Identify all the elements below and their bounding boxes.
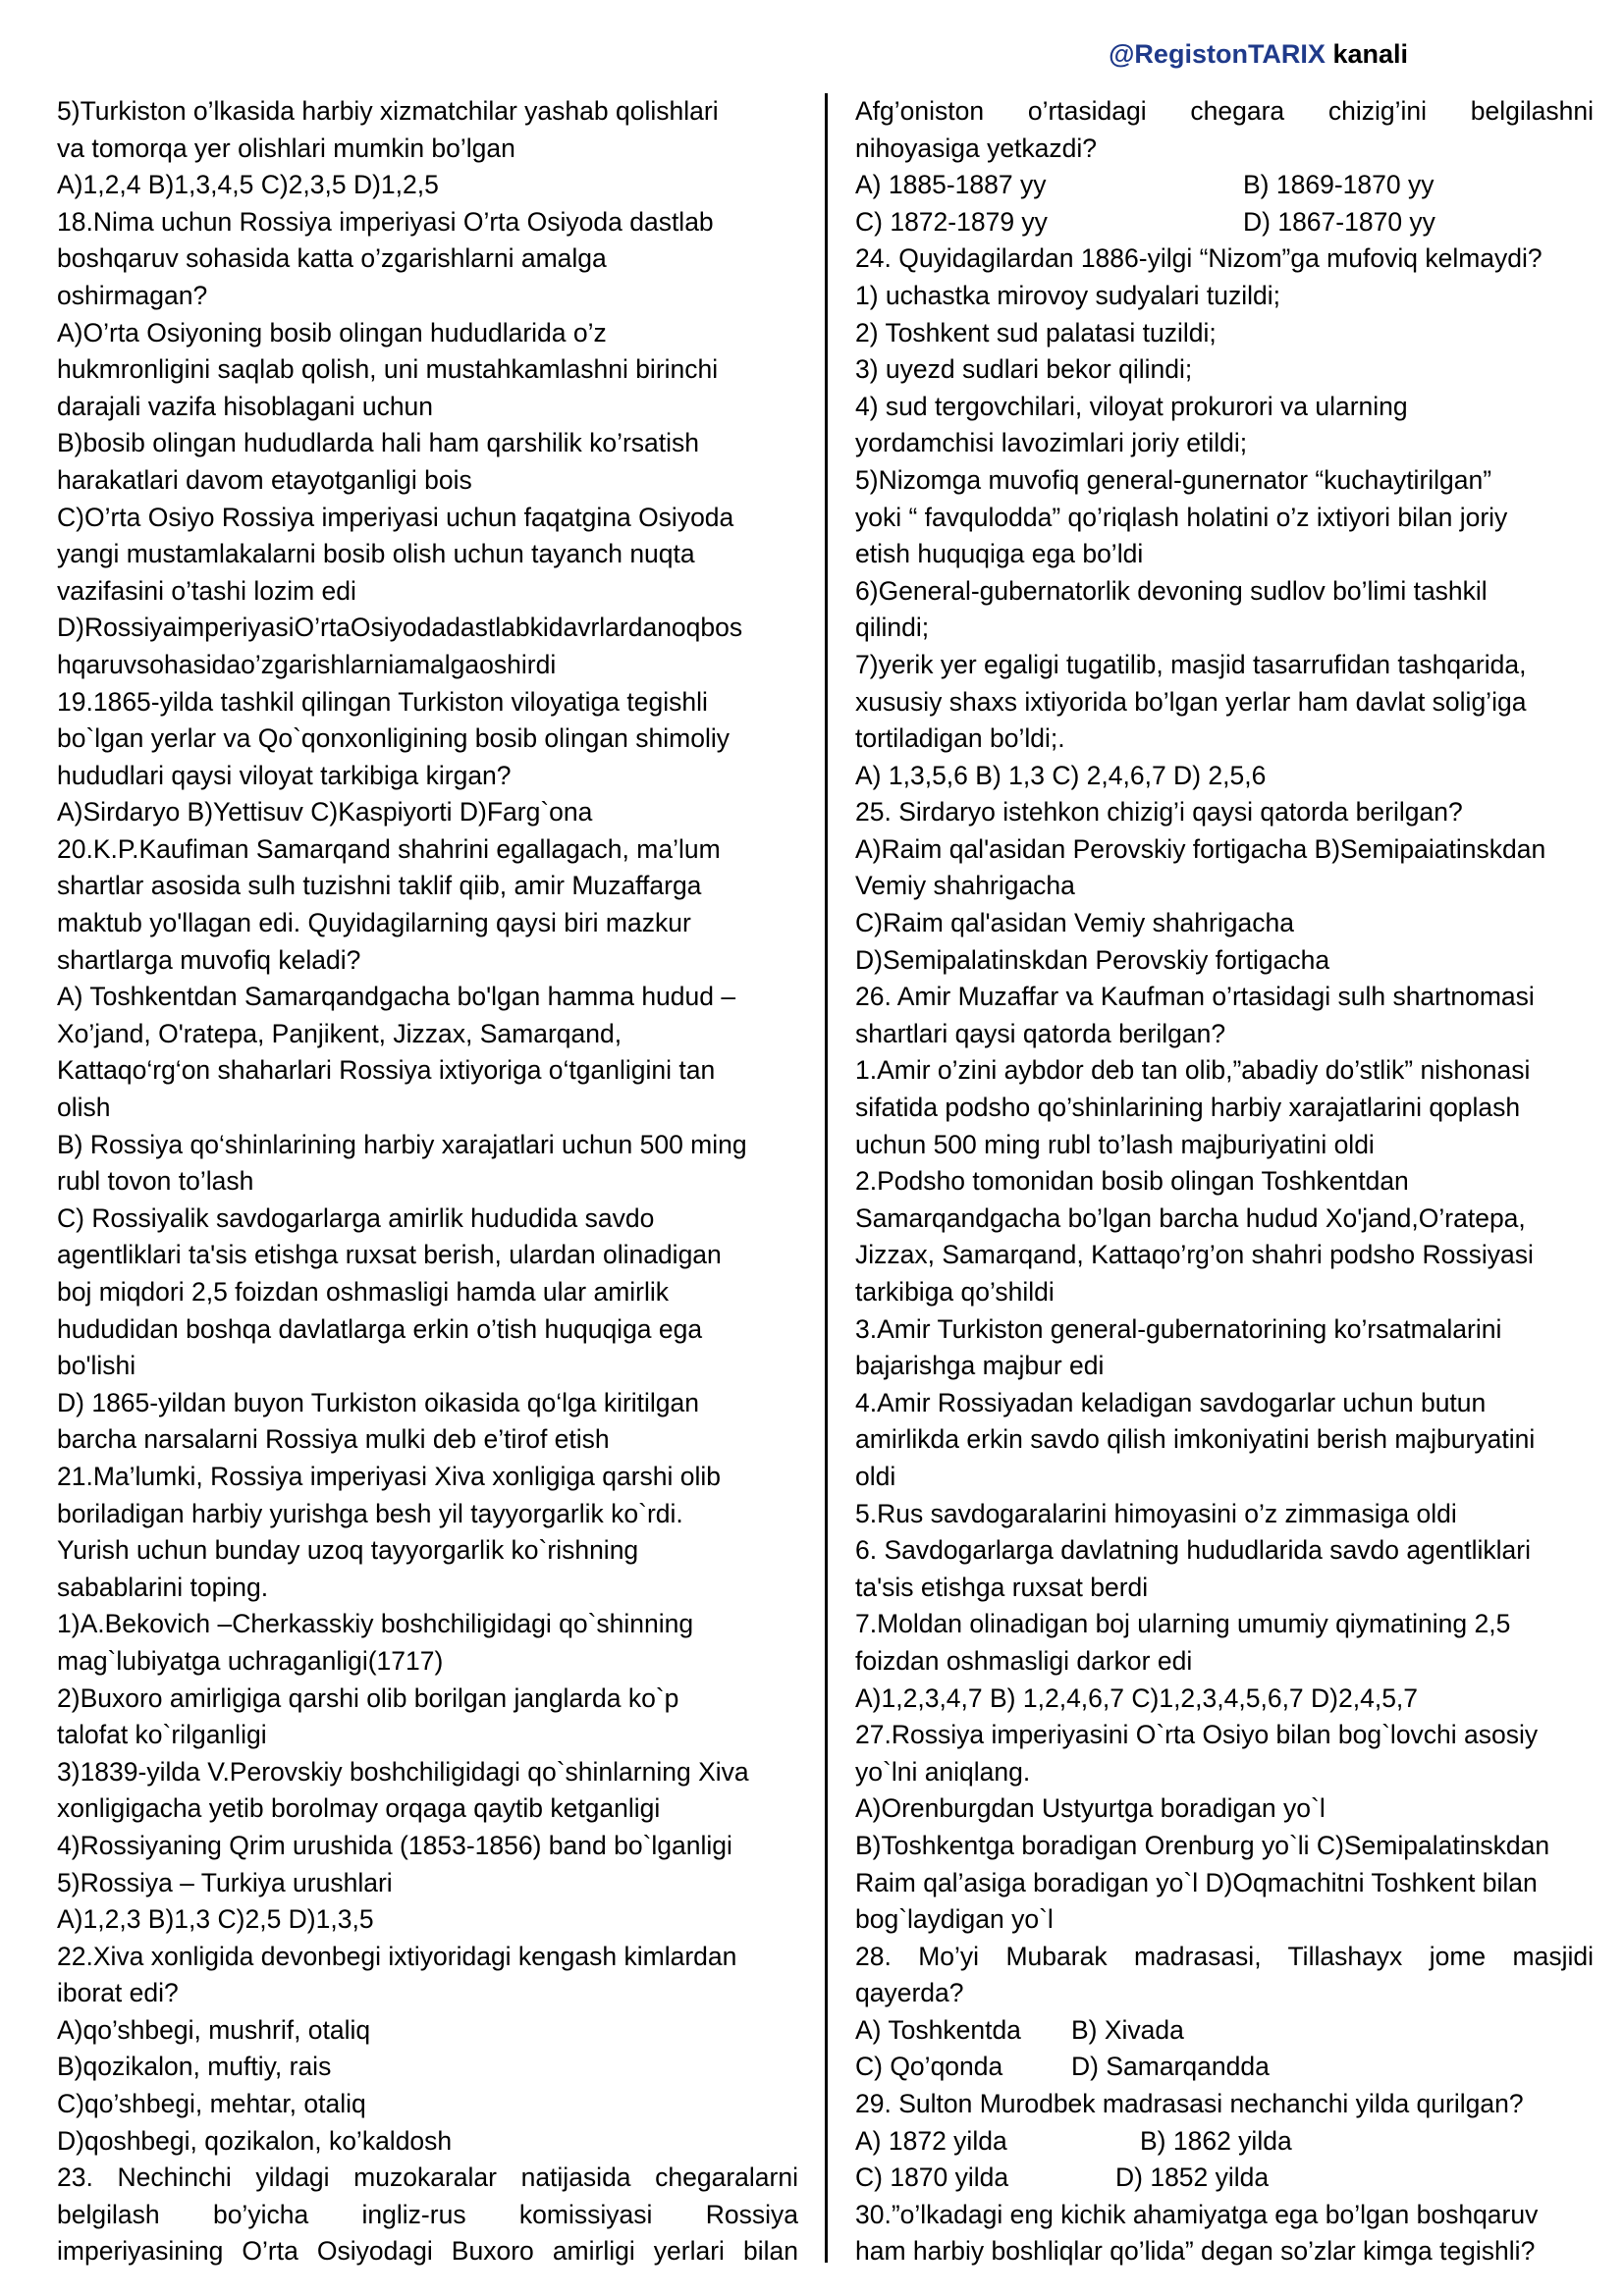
text-line: harakatlari davom etayotganligi bois xyxy=(57,464,472,495)
text-line: etish huquqiga ega bo’ldi xyxy=(855,539,1144,569)
text-line: rubl tovon to’lash xyxy=(57,1166,254,1197)
text-line: 20.K.P.Kaufiman Samarqand shahrini egallagach, ma’lum xyxy=(57,833,721,864)
column-divider xyxy=(825,93,828,2263)
answer-options-line xyxy=(855,2012,1594,2050)
text-line: yordamchisi lavozimlari joriy etildi; xyxy=(855,428,1248,458)
answer-option: C) Qo’qonda xyxy=(855,2052,1003,2082)
answer-option: C) 1870 yilda xyxy=(855,2163,1009,2193)
text-line: talofat ko`rilganligi xyxy=(57,1720,267,1750)
text-line: yo`lni aniqlang. xyxy=(855,1756,1031,1787)
left-column xyxy=(57,93,798,2270)
text-line: D)Semipalatinskdan Perovskiy fortigacha xyxy=(855,944,1330,975)
text-line: olish xyxy=(57,1093,111,1123)
text-line: bo'lishi xyxy=(57,1351,136,1381)
text-line: barcha narsalarni Rossiya mulki deb e’tirof etish xyxy=(57,1424,610,1455)
text-line: Jizzax, Samarqand, Kattaqo’rg’on shahri podsho Rossiyasi xyxy=(855,1240,1534,1270)
text-line: A) Toshkentdan Samarqandgacha bo'lgan hamma hudud – xyxy=(57,982,736,1012)
text-line: hududidan boshqa davlatlarga erkin o’tish huquqiga ega xyxy=(57,1313,703,1344)
text-line: 2) Toshkent sud palatasi tuzildi; xyxy=(855,317,1217,347)
text-line: belgilash bo’yicha ingliz-rus komissiyasi Rossiya xyxy=(57,2199,798,2229)
text-line: hqaruvsohasidao’zgarishlarniamalgaoshirdi xyxy=(57,649,557,679)
text-line: bog`laydigan yo`l xyxy=(855,1904,1054,1935)
text-line: A)1,2,3 B)1,3 C)2,5 D)1,3,5 xyxy=(57,1904,374,1935)
text-line: oldi xyxy=(855,1461,896,1491)
text-line: 28. Mo’yi Mubarak madrasasi, Tillashayx jome masjidi xyxy=(855,1941,1594,1971)
answer-options-line xyxy=(855,167,1594,204)
answer-options-line xyxy=(855,2123,1594,2161)
text-line: 1)A.Bekovich –Cherkasskiy boshchiligidagi qo`shinning xyxy=(57,1609,694,1639)
text-line: 7.Moldan olinadigan boj ularning umumiy qiymatining 2,5 xyxy=(855,1609,1511,1639)
channel-brand xyxy=(1109,39,1408,70)
answer-option: D) 1867-1870 yy xyxy=(1243,206,1435,237)
text-line: B)bosib olingan hududlarda hali ham qarshilik ko’rsatish xyxy=(57,428,700,458)
text-line: B)Toshkentga boradigan Orenburg yo`li C)Semipalatinskdan xyxy=(855,1830,1550,1860)
text-line: 1) uchastka mirovoy sudyalari tuzildi; xyxy=(855,280,1281,310)
text-line: qilindi; xyxy=(855,613,930,643)
text-line: bajarishga majbur edi xyxy=(855,1351,1105,1381)
answer-option: B) Xivada xyxy=(1071,2014,1184,2045)
text-line: A)Orenburgdan Ustyurtga boradigan yo`l xyxy=(855,1793,1326,1824)
text-line: B) Rossiya qo‘shinlarining harbiy xarajatlari uchun 500 ming xyxy=(57,1129,747,1159)
text-line: hukmronligini saqlab qolish, uni mustahkamlashni birinchi xyxy=(57,354,719,385)
text-line: 5)Rossiya – Turkiya urushlari xyxy=(57,1867,393,1897)
text-line: A)1,2,4 B)1,3,4,5 C)2,3,5 D)1,2,5 xyxy=(57,170,439,200)
text-line: 5)Nizomga muvofiq general-gunernator “kuchaytirilgan” xyxy=(855,464,1492,495)
channel-suffix: kanali xyxy=(1332,39,1408,69)
text-line: Vemiy shahrigacha xyxy=(855,871,1075,901)
answer-option: A) 1872 yilda xyxy=(855,2125,1007,2156)
text-line: 2)Buxoro amirligiga qarshi olib borilgan janglarda ko`p xyxy=(57,1682,679,1713)
text-line: 26. Amir Muzaffar va Kaufman o’rtasidagi sulh shartnomasi xyxy=(855,982,1535,1012)
text-line: A)Sirdaryo B)Yettisuv C)Kaspiyorti D)Farg`ona xyxy=(57,797,593,828)
text-line: boriladigan harbiy yurishga besh yil tayyorgarlik ko`rdi. xyxy=(57,1498,683,1528)
text-line: Xo’jand, O'ratepa, Panjikent, Jizzax, Samarqand, xyxy=(57,1018,623,1048)
text-line: C)qo’shbegi, mehtar, otaliq xyxy=(57,2089,366,2119)
text-line: vazifasini o’tashi lozim edi xyxy=(57,575,356,606)
answer-option: A) 1885-1887 yy xyxy=(855,170,1047,200)
text-line: yangi mustamlakalarni bosib olish uchun tayanch nuqta xyxy=(57,539,695,569)
text-line: 30.”o’lkadagi eng kichik ahamiyatga ega bo’lgan boshqaruv xyxy=(855,2199,1539,2229)
text-line: 3)1839-yilda V.Perovskiy boshchiligidagi qo`shinlarning Xiva xyxy=(57,1756,749,1787)
text-line: 24. Quyidagilardan 1886-yilgi “Nizom”ga mufoviq kelmaydi? xyxy=(855,243,1543,274)
text-line: amirlikda erkin savdo qilish imkoniyatini berish majburyatini xyxy=(855,1424,1536,1455)
answer-option: D) 1852 yilda xyxy=(1115,2163,1270,2193)
right-column xyxy=(855,93,1594,2270)
text-line: foizdan oshmasligi darkor edi xyxy=(855,1645,1193,1676)
text-line: maktub yo'llagan edi. Quyidagilarning qaysi biri mazkur xyxy=(57,908,691,938)
text-line: D) 1865-yildan buyon Turkiston oikasida qo‘lga kiritilgan xyxy=(57,1387,700,1417)
text-line: 1.Amir o’zini aybdor deb tan olib,”abadiy do’stlik” nishonasi xyxy=(855,1055,1531,1086)
text-line: A)O’rta Osiyoning bosib olingan hududlarida o’z xyxy=(57,317,607,347)
text-line: yoki “ favqulodda” qo’riqlash holatini o’z ixtiyori bilan joriy xyxy=(855,502,1508,532)
text-line: imperiyasining O’rta Osiyodagi Buxoro amirligi yerlari bilan xyxy=(57,2236,798,2267)
text-line: darajali vazifa hisoblagani uchun xyxy=(57,391,434,421)
text-line: 21.Ma’lumki, Rossiya imperiyasi Xiva xonligiga qarshi olib xyxy=(57,1461,722,1491)
text-line: A)qo’shbegi, mushrif, otaliq xyxy=(57,2014,371,2045)
text-line: iborat edi? xyxy=(57,1978,179,2008)
text-line: mag`lubiyatga uchraganligi(1717) xyxy=(57,1645,444,1676)
text-line: qayerda? xyxy=(855,1978,964,2008)
text-line: D)qoshbegi, qozikalon, ko’kaldosh xyxy=(57,2125,453,2156)
text-line: 7)yerik yer egaligi tugatilib, masjid tasarrufidan tashqarida, xyxy=(855,649,1527,679)
text-line: 18.Nima uchun Rossiya imperiyasi O’rta Osiyoda dastlab xyxy=(57,206,714,237)
text-line: Raim qal’asiga boradigan yo`l D)Oqmachitni Toshkent bilan xyxy=(855,1867,1538,1897)
text-line: A)1,2,3,4,7 B) 1,2,4,6,7 C)1,2,3,4,5,6,7 D)2,4,5,7 xyxy=(855,1682,1419,1713)
text-line: shartlar asosida sulh tuzishni taklif qiib, amir Muzaffarga xyxy=(57,871,702,901)
text-line: ham harbiy boshliqlar qo’lida” degan so’zlar kimga tegishli? xyxy=(855,2236,1536,2267)
text-line: A)Raim qal'asidan Perovskiy fortigacha B)Semipaiatinskdan xyxy=(855,833,1546,864)
text-line: 3.Amir Turkiston general-gubernatorining ko’rsatmalarini xyxy=(855,1313,1502,1344)
text-line: 5)Turkiston o’lkasida harbiy xizmatchilar yashab qolishlari xyxy=(57,96,719,126)
text-line: boshqaruv sohasida katta o’zgarishlarni amalga xyxy=(57,243,607,274)
answer-options-line xyxy=(855,2049,1594,2086)
text-line: agentliklari ta'sis etishga ruxsat berish, ulardan olinadigan xyxy=(57,1240,722,1270)
text-line: Yurish uchun bunday uzoq tayyorgarlik ko`rishning xyxy=(57,1535,639,1566)
text-line: xonligigacha yetib borolmay orqaga qaytib ketganligi xyxy=(57,1793,661,1824)
text-line: oshirmagan? xyxy=(57,280,208,310)
text-line: 29. Sulton Murodbek madrasasi nechanchi yilda qurilgan? xyxy=(855,2089,1524,2119)
text-line: Samarqandgacha bo’lgan barcha hudud Xo'jand,O’ratepa, xyxy=(855,1202,1526,1233)
text-line: bo`lgan yerlar va Qo`qonxonligining bosib olingan shimoliy xyxy=(57,723,730,754)
text-line: xususiy shaxs ixtiyorida bo’lgan yerlar ham davlat solig’iga xyxy=(855,686,1527,717)
text-line: 25. Sirdaryo istehkon chizig’i qaysi qatorda berilgan? xyxy=(855,797,1463,828)
text-line: nihoyasiga yetkazdi? xyxy=(855,133,1098,163)
answer-option: D) Samarqandda xyxy=(1071,2052,1270,2082)
text-line: 4)Rossiyaning Qrim urushida (1853-1856) band bo`lganligi xyxy=(57,1830,732,1860)
answer-options-line xyxy=(855,2160,1594,2197)
text-line: 6. Savdogarlarga davlatning hududlarida savdo agentliklari xyxy=(855,1535,1531,1566)
text-line: C)Raim qal'asidan Vemiy shahrigacha xyxy=(855,908,1294,938)
text-line: C)O’rta Osiyo Rossiya imperiyasi uchun faqatgina Osiyoda xyxy=(57,502,734,532)
text-line: 23. Nechinchi yildagi muzokaralar natijasida chegaralarni xyxy=(57,2163,798,2193)
answer-option: B) 1869-1870 yy xyxy=(1243,170,1435,200)
answer-options-line xyxy=(855,204,1594,241)
text-line: sifatida podsho qo’shinlarining harbiy xarajatlarini qoplash xyxy=(855,1093,1521,1123)
text-line: 22.Xiva xonligida devonbegi ixtiyoridagi kengash kimlardan xyxy=(57,1941,737,1971)
text-line: 19.1865-yilda tashkil qilingan Turkiston viloyatiga tegishli xyxy=(57,686,708,717)
answer-option: A) Toshkentda xyxy=(855,2014,1021,2045)
text-line: A) 1,3,5,6 B) 1,3 C) 2,4,6,7 D) 2,5,6 xyxy=(855,760,1267,790)
text-line: tortiladigan bo’ldi;. xyxy=(855,723,1065,754)
text-line: va tomorqa yer olishlari mumkin bo’lgan xyxy=(57,133,515,163)
text-line: B)qozikalon, muftiy, rais xyxy=(57,2052,332,2082)
text-line: hududlari qaysi viloyat tarkibiga kirgan? xyxy=(57,760,512,790)
text-line: 3) uyezd sudlari bekor qilindi; xyxy=(855,354,1193,385)
text-line: 2.Podsho tomonidan bosib olingan Toshkentdan xyxy=(855,1166,1409,1197)
text-line: Kattaqo‘rg‘on shaharlari Rossiya ixtiyoriga o‘tganligini tan xyxy=(57,1055,716,1086)
channel-handle: @RegistonTARIX xyxy=(1109,39,1326,69)
answer-option: B) 1862 yilda xyxy=(1140,2125,1292,2156)
text-line: sabablarini toping. xyxy=(57,1572,269,1602)
text-line: tarkibiga qo’shildi xyxy=(855,1277,1055,1307)
text-line: D)RossiyaimperiyasiO’rtaOsiyodadastlabkidavrlardanoqbos xyxy=(57,613,743,643)
text-line: ta'sis etishga ruxsat berdi xyxy=(855,1572,1149,1602)
text-line: uchun 500 ming rubl to’lash majburiyatini oldi xyxy=(855,1129,1375,1159)
text-line: Afg’oniston o’rtasidagi chegara chizig’ini belgilashni xyxy=(855,96,1594,126)
text-line: shartlari qaysi qatorda berilgan? xyxy=(855,1018,1226,1048)
text-line: C) Rossiyalik savdogarlarga amirlik hududida savdo xyxy=(57,1202,655,1233)
text-line: 27.Rossiya imperiyasini O`rta Osiyo bilan bog`lovchi asosiy xyxy=(855,1720,1539,1750)
text-line: 4) sud tergovchilari, viloyat prokurori va ularning xyxy=(855,391,1408,421)
text-line: boj miqdori 2,5 foizdan oshmasligi hamda ular amirlik xyxy=(57,1277,670,1307)
text-line: shartlarga muvofiq keladi? xyxy=(57,944,361,975)
text-line: 5.Rus savdogaralarini himoyasini o’z zimmasiga oldi xyxy=(855,1498,1457,1528)
text-line: 4.Amir Rossiyadan keladigan savdogarlar uchun butun xyxy=(855,1387,1487,1417)
answer-option: C) 1872-1879 yy xyxy=(855,206,1048,237)
text-line: 6)General-gubernatorlik devoning sudlov bo’limi tashkil xyxy=(855,575,1488,606)
